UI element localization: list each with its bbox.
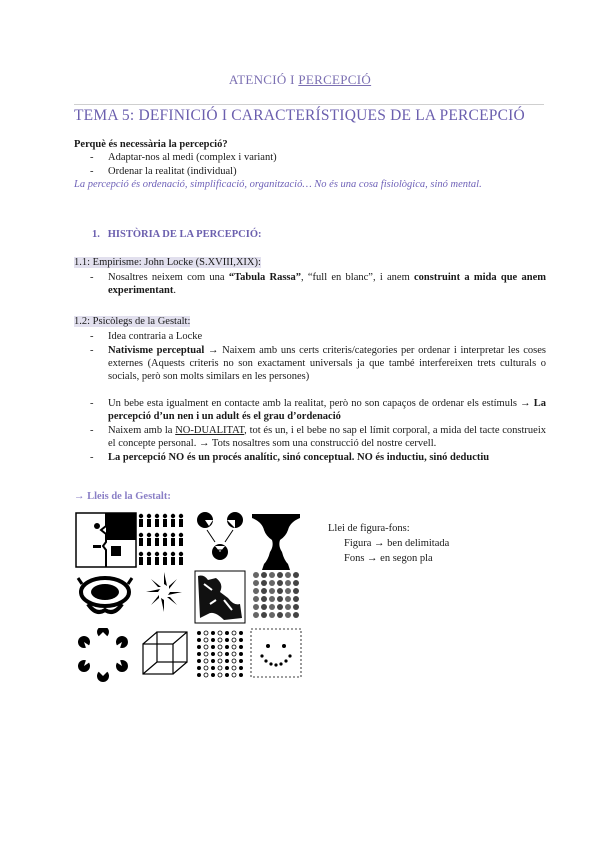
list-item: - Ordenar la realitat (individual) <box>74 165 546 178</box>
text-bold: construint a mida que anem experimentant <box>108 272 546 296</box>
list-item: - Naixem amb la NO-DUALITAT, tot és un, i el bebe no sap el límit corporal, a mida del tacte construeix el concepte personal. → Tots nosaltres som una construcció del nostre cervell. <box>90 425 546 449</box>
list-item: - Nosaltres neixem com una “Tabula Rassa”, “full en blanc”, i anem construint a mida que anem experimentant. <box>90 272 546 296</box>
list-item: - La percepció NO és un procés analític, sinó conceptual. NO és inductiu, sinó deductiu <box>74 451 546 464</box>
closure-figure-image <box>76 570 134 624</box>
people-grouping-image <box>136 512 190 568</box>
why-item-text: Adaptar-nos al medi (complex i variant) <box>108 152 277 163</box>
gestalt-heading: → Lleis de la Gestalt: <box>74 491 171 502</box>
list-item: - Adaptar-nos al medi (complex i variant) <box>74 151 546 164</box>
figure-ground-law <box>328 521 528 566</box>
text-run: , “full en blanc”, i anem <box>301 272 415 283</box>
text-bold: Nativisme perceptual → <box>108 345 219 356</box>
subsection-heading: 1.1: Empirisme: John Locke (S.XVIII,XIX): <box>74 257 261 268</box>
list-item: - Idea contraria a Locke <box>74 330 546 343</box>
text-underlined: NO-DUALITAT <box>175 425 245 436</box>
text-run: Naixem amb la <box>108 425 176 436</box>
section-1-2 <box>74 315 546 464</box>
list-item: - Un bebe esta igualment en contacte amb la realitat, però no son capaços de ordenar els estímuls → La percepció d’un nen i un adult és el grau d’ordenació <box>90 398 546 422</box>
list-item: - Nativisme perceptual → Naixem amb uns certs criteris/categories per ordenar i interpretar les coses externes (Aquests criteris no son exactament universals ja que també interfereixen trets culturals o socials, però son molts similars en les persones) <box>90 345 547 382</box>
text-run: , tot és un, i el bebe no sap el límit corporal, a mida del tacte construeix el concepte personal. → Tots nosaltres som una construcció del nostre cervell. <box>108 425 546 449</box>
header-underlined: PERCEPCIÓ <box>298 72 372 87</box>
text-run: Nosaltres neixem com una <box>108 272 229 283</box>
text-run: . <box>173 285 176 296</box>
section-number: 1. <box>92 229 100 240</box>
section-1-1 <box>74 256 546 297</box>
text-run: Un bebe esta igualment en contacte amb la realitat, però no son capaços de ordenar els estímuls <box>108 398 521 409</box>
text-bold: → La percepció d’un nen i un adult és el grau d’ordenació <box>108 398 546 422</box>
kanizsa-triangle-image <box>195 512 245 562</box>
face-profile-illusion-image <box>75 512 137 568</box>
section-title: HISTÒRIA DE LA PERCEPCIÓ: <box>107 229 262 240</box>
text-bold: “Tabula Rassa” <box>228 272 301 283</box>
header-prefix: ATENCIÓ I <box>228 72 299 87</box>
law-figura: Figura → ben delimitada <box>344 538 450 549</box>
necker-cube-image <box>139 628 191 680</box>
dot-proximity-image <box>194 628 246 680</box>
why-note: La percepció és ordenació, simplificació, organització… No és una cosa fisiològica, sinó mental. <box>74 179 482 190</box>
rubin-vase-image <box>250 512 302 572</box>
text-run: Naixem amb uns certs criteris/categories per ordenar i interpretar les coses externes (Aquests criteris no son exactament universals ja que també interfereixen trets culturals o socials, però son molts similars en les persones) <box>108 345 547 382</box>
law-title: Llei de figura-fons: <box>328 523 410 534</box>
page-title: TEMA 5: DEFINICIÓ I CARACTERÍSTIQUES DE LA PERCEPCIÓ <box>74 104 544 125</box>
section-1-heading <box>92 229 492 240</box>
hidden-figure-image <box>194 570 246 624</box>
law-fons: Fons → en segon pla <box>344 553 433 564</box>
page-header <box>0 72 600 88</box>
pacman-circle-image <box>76 628 130 682</box>
why-question: Perquè és necessària la percepció? <box>74 139 228 150</box>
dot-grid-similarity-image <box>251 570 301 620</box>
list-text: Idea contraria a Locke <box>108 331 203 342</box>
why-item-text: Ordenar la realitat (individual) <box>108 166 237 177</box>
subsection-heading: 1.2: Psicòlegs de la Gestalt: <box>74 316 191 327</box>
dotted-smiley-image <box>250 628 302 678</box>
why-section <box>74 139 546 190</box>
list-text: La percepció NO és un procés analític, sinó conceptual. NO és inductiu, sinó deductiu <box>108 452 490 463</box>
star-contour-image <box>144 570 184 614</box>
